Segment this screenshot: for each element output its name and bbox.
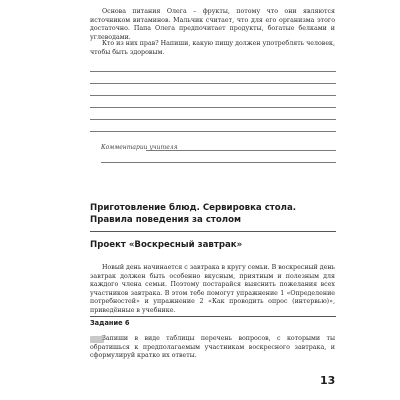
- teacher-comments-label: Комментарии учителя: [101, 144, 178, 151]
- section-divider: [90, 231, 336, 232]
- task-divider: [90, 316, 336, 317]
- answer-line[interactable]: [90, 83, 336, 84]
- answer-line[interactable]: [90, 119, 336, 120]
- teacher-comments-line[interactable]: [101, 162, 336, 163]
- answer-line[interactable]: [90, 131, 336, 132]
- intro-paragraph: Основа питания Олега – фрукты, потому что они являются источником витаминов. Мальчик считает, что для его организма этого достаточно. Папа Олега предпочитает продукты, богатые белками и углеводами.: [90, 8, 335, 41]
- teacher-comments-line[interactable]: [146, 150, 336, 151]
- answer-line[interactable]: [90, 107, 336, 108]
- answer-line[interactable]: [90, 71, 336, 72]
- task-label: Задание 6: [90, 319, 130, 327]
- section-title-line-1: Приготовление блюд. Сервировка стола.: [90, 203, 297, 213]
- question-paragraph: Кто из них прав? Напиши, какую пищу должен употреблять человек, чтобы быть здоровым.: [90, 40, 335, 56]
- answer-line[interactable]: [90, 95, 336, 96]
- task-text: Запиши в виде таблицы перечень вопросов, с которыми ты обратишься к предполагаемым участникам воскресного завтрака, и сформулируй кратко их ответы.: [90, 335, 335, 360]
- section-title-line-2: Правила поведения за столом: [90, 215, 242, 225]
- project-title: Проект «Воскресный завтрак»: [90, 240, 243, 250]
- page-number: 13: [320, 374, 336, 387]
- project-paragraph: Новый день начинается с завтрака в кругу семьи. В воскресный день завтрак должен быть особенно вкусным, приятным и полезным для каждого члена семьи. Поэтому постарайся выяснить пожелания всех участников завтрака. В этом тебе помогут упражнение 1 «Определение потребностей» и упражнение 2 «Как проводить опрос (интервью)», приведённые в учебнике.: [90, 264, 335, 314]
